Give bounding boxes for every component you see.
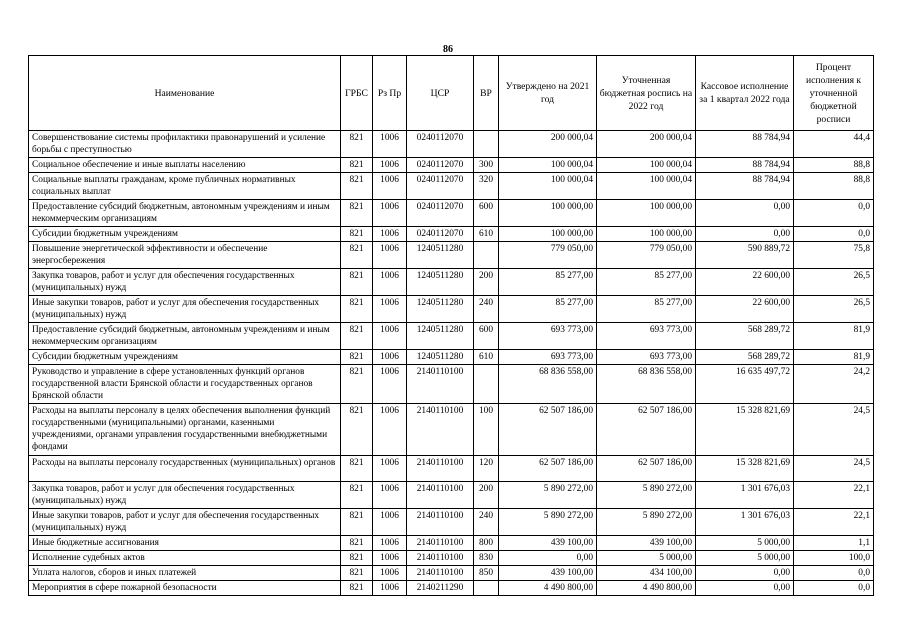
table-row [29, 227, 874, 242]
cell-refined: 100 000,00 [597, 200, 696, 227]
cell-vr: 800 [474, 536, 499, 551]
cell-grbs: 821 [341, 365, 373, 404]
page-number: 86 [443, 44, 453, 55]
cell-name: Иные бюджетные ассигнования [29, 536, 341, 551]
cell-csr: 2140211290 [407, 581, 474, 596]
cell-name: Повышение энергетической эффективности и обеспечение энергосбережения [29, 242, 341, 269]
cell-refined: 5 890 272,00 [597, 482, 696, 509]
cell-name: Исполнение судебных актов [29, 551, 341, 566]
cell-vr: 200 [474, 269, 499, 296]
cell-grbs: 821 [341, 131, 373, 158]
cell-refined: 85 277,00 [597, 296, 696, 323]
table-row [29, 536, 874, 551]
cell-grbs: 821 [341, 323, 373, 350]
cell-name: Совершенствование системы профилактики правонарушений и усиление борьбы с преступностью [29, 131, 341, 158]
cell-refined: 434 100,00 [597, 566, 696, 581]
cell-rzpr: 1006 [373, 350, 407, 365]
header-approved: Утверждено на 2021 год [499, 56, 597, 131]
cell-vr: 240 [474, 509, 499, 536]
cell-cash: 15 328 821,69 [696, 404, 794, 456]
cell-percent: 26,5 [794, 269, 874, 296]
header-csr: ЦСР [407, 56, 474, 131]
cell-approved: 4 490 800,00 [499, 581, 597, 596]
cell-csr: 1240511280 [407, 323, 474, 350]
cell-csr: 2140110100 [407, 551, 474, 566]
cell-approved: 68 836 558,00 [499, 365, 597, 404]
cell-approved: 100 000,00 [499, 200, 597, 227]
table-row [29, 242, 874, 269]
header-name: Наименование [29, 56, 341, 131]
cell-approved: 85 277,00 [499, 296, 597, 323]
cell-vr: 610 [474, 227, 499, 242]
cell-vr: 200 [474, 482, 499, 509]
header-row [29, 56, 874, 131]
cell-name: Уплата налогов, сборов и иных платежей [29, 566, 341, 581]
cell-approved: 693 773,00 [499, 323, 597, 350]
cell-csr: 0240112070 [407, 131, 474, 158]
table-row [29, 200, 874, 227]
cell-vr [474, 365, 499, 404]
cell-grbs: 821 [341, 581, 373, 596]
cell-percent: 44,4 [794, 131, 874, 158]
cell-cash: 0,00 [696, 200, 794, 227]
cell-approved: 693 773,00 [499, 350, 597, 365]
cell-rzpr: 1006 [373, 227, 407, 242]
table-row [29, 456, 874, 482]
cell-rzpr: 1006 [373, 365, 407, 404]
cell-vr: 600 [474, 323, 499, 350]
cell-approved: 0,00 [499, 551, 597, 566]
cell-grbs: 821 [341, 296, 373, 323]
cell-grbs: 821 [341, 242, 373, 269]
cell-approved: 62 507 186,00 [499, 404, 597, 456]
cell-csr: 0240112070 [407, 158, 474, 173]
cell-refined: 4 490 800,00 [597, 581, 696, 596]
cell-cash: 0,00 [696, 227, 794, 242]
cell-grbs: 821 [341, 200, 373, 227]
cell-percent: 0,0 [794, 200, 874, 227]
cell-rzpr: 1006 [373, 566, 407, 581]
cell-cash: 1 301 676,03 [696, 482, 794, 509]
cell-approved: 100 000,00 [499, 227, 597, 242]
cell-approved: 5 890 272,00 [499, 482, 597, 509]
cell-refined: 85 277,00 [597, 269, 696, 296]
cell-cash: 1 301 676,03 [696, 509, 794, 536]
cell-rzpr: 1006 [373, 242, 407, 269]
cell-percent: 81,9 [794, 350, 874, 365]
cell-vr: 320 [474, 173, 499, 200]
table-row [29, 158, 874, 173]
cell-rzpr: 1006 [373, 456, 407, 482]
cell-csr: 2140110100 [407, 456, 474, 482]
cell-vr: 600 [474, 200, 499, 227]
cell-grbs: 821 [341, 456, 373, 482]
cell-csr: 1240511280 [407, 269, 474, 296]
cell-grbs: 821 [341, 551, 373, 566]
cell-refined: 693 773,00 [597, 350, 696, 365]
cell-cash: 88 784,94 [696, 158, 794, 173]
table-row [29, 551, 874, 566]
cell-cash: 568 289,72 [696, 323, 794, 350]
cell-rzpr: 1006 [373, 173, 407, 200]
cell-grbs: 821 [341, 482, 373, 509]
header-vr: ВР [474, 56, 499, 131]
cell-csr: 2140110100 [407, 404, 474, 456]
cell-refined: 68 836 558,00 [597, 365, 696, 404]
cell-name: Предоставление субсидий бюджетным, автономным учреждениям и иным некоммерческим организациям [29, 323, 341, 350]
cell-percent: 0,0 [794, 566, 874, 581]
cell-rzpr: 1006 [373, 536, 407, 551]
cell-csr: 2140110100 [407, 536, 474, 551]
cell-refined: 100 000,04 [597, 173, 696, 200]
budget-table [28, 55, 874, 596]
cell-vr: 100 [474, 404, 499, 456]
table-row [29, 296, 874, 323]
cell-approved: 439 100,00 [499, 536, 597, 551]
cell-name: Закупка товаров, работ и услуг для обеспечения государственных (муниципальных) нужд [29, 269, 341, 296]
cell-cash: 22 600,00 [696, 269, 794, 296]
cell-vr [474, 242, 499, 269]
cell-vr: 240 [474, 296, 499, 323]
header-grbs: ГРБС [341, 56, 373, 131]
cell-rzpr: 1006 [373, 158, 407, 173]
cell-rzpr: 1006 [373, 269, 407, 296]
table-row [29, 350, 874, 365]
cell-refined: 439 100,00 [597, 536, 696, 551]
cell-approved: 200 000,04 [499, 131, 597, 158]
cell-csr: 1240511280 [407, 350, 474, 365]
cell-refined: 5 890 272,00 [597, 509, 696, 536]
cell-percent: 81,9 [794, 323, 874, 350]
cell-cash: 15 328 821,69 [696, 456, 794, 482]
cell-rzpr: 1006 [373, 131, 407, 158]
cell-csr: 1240511280 [407, 242, 474, 269]
cell-rzpr: 1006 [373, 509, 407, 536]
cell-rzpr: 1006 [373, 482, 407, 509]
cell-refined: 100 000,04 [597, 158, 696, 173]
cell-name: Субсидии бюджетным учреждениям [29, 350, 341, 365]
cell-percent: 88,8 [794, 173, 874, 200]
cell-percent: 26,5 [794, 296, 874, 323]
cell-approved: 85 277,00 [499, 269, 597, 296]
cell-name: Мероприятия в сфере пожарной безопасности [29, 581, 341, 596]
cell-cash: 568 289,72 [696, 350, 794, 365]
header-rzpr: Рз Пр [373, 56, 407, 131]
cell-vr [474, 131, 499, 158]
cell-grbs: 821 [341, 350, 373, 365]
cell-grbs: 821 [341, 227, 373, 242]
cell-percent: 88,8 [794, 158, 874, 173]
cell-vr: 830 [474, 551, 499, 566]
cell-approved: 100 000,04 [499, 158, 597, 173]
cell-name: Иные закупки товаров, работ и услуг для обеспечения государственных (муниципальных) нужд [29, 509, 341, 536]
cell-approved: 779 050,00 [499, 242, 597, 269]
cell-percent: 24,5 [794, 456, 874, 482]
cell-vr: 300 [474, 158, 499, 173]
cell-cash: 22 600,00 [696, 296, 794, 323]
cell-rzpr: 1006 [373, 404, 407, 456]
cell-name: Руководство и управление в сфере установленных функций органов государственной власти Брянской области и государственных органов Брянской области [29, 365, 341, 404]
cell-name: Социальные выплаты гражданам, кроме публичных нормативных социальных выплат [29, 173, 341, 200]
cell-grbs: 821 [341, 536, 373, 551]
cell-rzpr: 1006 [373, 323, 407, 350]
cell-approved: 5 890 272,00 [499, 509, 597, 536]
cell-csr: 0240112070 [407, 227, 474, 242]
cell-name: Иные закупки товаров, работ и услуг для обеспечения государственных (муниципальных) нужд [29, 296, 341, 323]
cell-grbs: 821 [341, 173, 373, 200]
cell-refined: 693 773,00 [597, 323, 696, 350]
cell-refined: 779 050,00 [597, 242, 696, 269]
cell-cash: 0,00 [696, 566, 794, 581]
cell-rzpr: 1006 [373, 296, 407, 323]
cell-cash: 88 784,94 [696, 131, 794, 158]
cell-grbs: 821 [341, 566, 373, 581]
header-percent: Процент исполнения к уточненной бюджетной росписи [794, 56, 874, 131]
cell-percent: 1,1 [794, 536, 874, 551]
cell-rzpr: 1006 [373, 200, 407, 227]
cell-percent: 24,2 [794, 365, 874, 404]
cell-name: Закупка товаров, работ и услуг для обеспечения государственных (муниципальных) нужд [29, 482, 341, 509]
header-cash: Кассовое исполнение за 1 квартал 2022 года [696, 56, 794, 131]
cell-csr: 2140110100 [407, 365, 474, 404]
table-row [29, 269, 874, 296]
cell-cash: 0,00 [696, 581, 794, 596]
cell-name: Социальное обеспечение и иные выплаты населению [29, 158, 341, 173]
cell-refined: 200 000,04 [597, 131, 696, 158]
cell-cash: 590 889,72 [696, 242, 794, 269]
table-row [29, 323, 874, 350]
cell-name: Расходы на выплаты персоналу в целях обеспечения выполнения функций государственными (муниципальными) органами, казенными учреждениями, органами управления государственными внебюджетными фондами [29, 404, 341, 456]
cell-csr: 2140110100 [407, 509, 474, 536]
cell-approved: 62 507 186,00 [499, 456, 597, 482]
table-row [29, 566, 874, 581]
cell-cash: 5 000,00 [696, 536, 794, 551]
cell-vr: 850 [474, 566, 499, 581]
cell-percent: 0,0 [794, 227, 874, 242]
cell-refined: 5 000,00 [597, 551, 696, 566]
cell-approved: 100 000,04 [499, 173, 597, 200]
cell-percent: 0,0 [794, 581, 874, 596]
cell-grbs: 821 [341, 158, 373, 173]
cell-name: Субсидии бюджетным учреждениям [29, 227, 341, 242]
table-row [29, 365, 874, 404]
cell-approved: 439 100,00 [499, 566, 597, 581]
cell-grbs: 821 [341, 509, 373, 536]
table-row [29, 173, 874, 200]
cell-csr: 2140110100 [407, 566, 474, 581]
cell-percent: 22,1 [794, 509, 874, 536]
table-row [29, 581, 874, 596]
cell-rzpr: 1006 [373, 551, 407, 566]
cell-grbs: 821 [341, 404, 373, 456]
cell-rzpr: 1006 [373, 581, 407, 596]
cell-refined: 100 000,00 [597, 227, 696, 242]
cell-csr: 0240112070 [407, 173, 474, 200]
cell-csr: 1240511280 [407, 296, 474, 323]
cell-cash: 16 635 497,72 [696, 365, 794, 404]
cell-csr: 2140110100 [407, 482, 474, 509]
cell-refined: 62 507 186,00 [597, 404, 696, 456]
cell-vr [474, 581, 499, 596]
cell-percent: 75,8 [794, 242, 874, 269]
cell-cash: 88 784,94 [696, 173, 794, 200]
header-refined: Уточненная бюджетная роспись на 2022 год [597, 56, 696, 131]
table-row [29, 404, 874, 456]
table-row [29, 482, 874, 509]
cell-vr: 120 [474, 456, 499, 482]
cell-csr: 0240112070 [407, 200, 474, 227]
cell-percent: 24,5 [794, 404, 874, 456]
cell-grbs: 821 [341, 269, 373, 296]
cell-refined: 62 507 186,00 [597, 456, 696, 482]
cell-vr: 610 [474, 350, 499, 365]
cell-cash: 5 000,00 [696, 551, 794, 566]
table-row [29, 131, 874, 158]
cell-name: Предоставление субсидий бюджетным, автономным учреждениям и иным некоммерческим организациям [29, 200, 341, 227]
cell-percent: 100,0 [794, 551, 874, 566]
table-row [29, 509, 874, 536]
cell-percent: 22,1 [794, 482, 874, 509]
cell-name: Расходы на выплаты персоналу государственных (муниципальных) органов [29, 456, 341, 482]
